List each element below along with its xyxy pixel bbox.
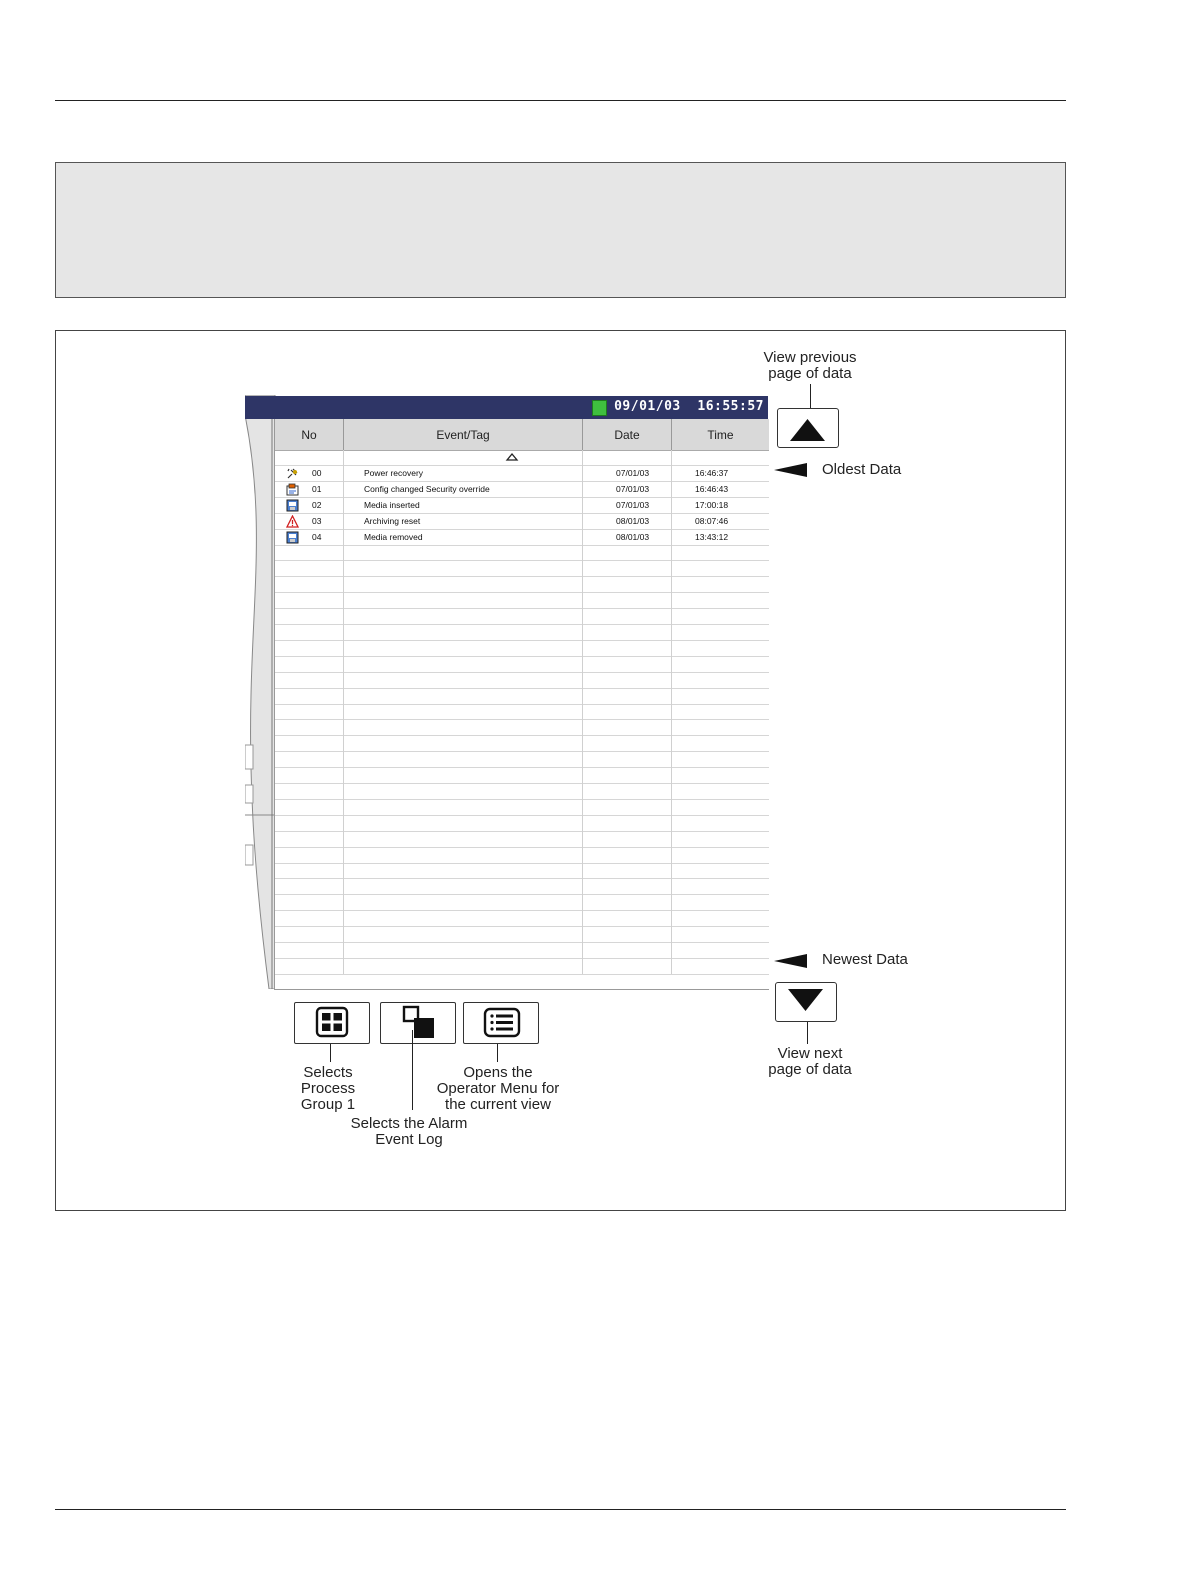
operator-menu-label-line2: Operator Menu for bbox=[436, 1080, 560, 1097]
grid-line bbox=[275, 704, 769, 705]
config-changed-icon bbox=[286, 483, 299, 496]
grid-line bbox=[275, 672, 769, 673]
col-header-no[interactable]: No bbox=[275, 419, 344, 450]
note-panel bbox=[55, 162, 1066, 298]
view-previous-label-line1: View previous bbox=[763, 349, 857, 366]
grid-line bbox=[275, 592, 769, 593]
grid-line bbox=[275, 624, 769, 625]
bottom-rule bbox=[55, 1509, 1066, 1510]
grid-line bbox=[275, 783, 769, 784]
process-group-label-line2: Process bbox=[300, 1080, 356, 1097]
scroll-up-marker-icon[interactable] bbox=[505, 452, 519, 462]
col-header-time[interactable]: Time bbox=[707, 428, 734, 442]
grid-line bbox=[275, 815, 769, 816]
process-group-icon bbox=[295, 1003, 368, 1042]
table-row[interactable] bbox=[275, 498, 769, 513]
grid-line bbox=[275, 719, 769, 720]
table-row[interactable] bbox=[275, 530, 769, 545]
grid-line bbox=[275, 735, 769, 736]
top-rule bbox=[55, 100, 1066, 101]
row-time: 08:07:46 bbox=[695, 516, 729, 526]
leader-line bbox=[497, 1044, 498, 1062]
page-up-button[interactable] bbox=[777, 408, 839, 448]
leader-line bbox=[810, 384, 811, 408]
row-event: Power recovery bbox=[364, 468, 424, 478]
row-no: 03 bbox=[312, 516, 322, 526]
view-previous-label-line2: page of data bbox=[768, 365, 852, 382]
view-next-label bbox=[745, 1046, 875, 1078]
grid-line bbox=[275, 910, 769, 911]
row-event: Media inserted bbox=[364, 500, 420, 510]
row-date: 07/01/03 bbox=[616, 468, 650, 478]
alarm-event-log-label-line1: Selects the Alarm bbox=[350, 1115, 468, 1132]
leader-line bbox=[412, 1030, 413, 1110]
view-previous-label bbox=[745, 350, 875, 382]
row-no: 02 bbox=[312, 500, 322, 510]
grid-line bbox=[275, 751, 769, 752]
grid-line bbox=[275, 656, 769, 657]
grid-line bbox=[275, 974, 769, 975]
grid-line bbox=[275, 799, 769, 800]
operator-menu-label-line1: Opens the bbox=[463, 1064, 533, 1081]
alarm-event-log-button[interactable] bbox=[380, 1002, 456, 1044]
row-no: 04 bbox=[312, 532, 322, 542]
process-group-label-line3: Group 1 bbox=[300, 1096, 356, 1113]
row-time: 13:43:12 bbox=[695, 532, 729, 542]
row-event: Media removed bbox=[364, 532, 423, 542]
screen-title-bar bbox=[245, 396, 768, 419]
grid-line bbox=[275, 688, 769, 689]
row-no: 01 bbox=[312, 484, 322, 494]
grid-line bbox=[275, 576, 769, 577]
leader-line bbox=[330, 1044, 331, 1062]
process-group-label bbox=[270, 1065, 386, 1113]
row-event: Archiving reset bbox=[364, 516, 421, 526]
grid-line bbox=[275, 863, 769, 864]
row-date: 07/01/03 bbox=[616, 484, 650, 494]
row-date: 07/01/03 bbox=[616, 500, 650, 510]
grid-line bbox=[275, 894, 769, 895]
row-time: 16:46:37 bbox=[695, 468, 729, 478]
table-row[interactable] bbox=[275, 514, 769, 529]
process-group-label-line1: Selects bbox=[303, 1064, 353, 1081]
media-icon bbox=[286, 499, 299, 512]
process-group-button[interactable] bbox=[294, 1002, 370, 1044]
oldest-data-pointer-icon bbox=[774, 463, 808, 477]
grid-line bbox=[275, 608, 769, 609]
view-next-label-line1: View next bbox=[777, 1045, 843, 1062]
grid-line bbox=[275, 847, 769, 848]
row-time: 17:00:18 bbox=[695, 500, 729, 510]
grid-line bbox=[275, 926, 769, 927]
row-date: 08/01/03 bbox=[616, 516, 650, 526]
operator-menu-icon bbox=[464, 1003, 537, 1042]
media-icon bbox=[286, 531, 299, 544]
col-header-event-tag[interactable]: Event/Tag bbox=[344, 419, 583, 450]
operator-menu-button[interactable] bbox=[463, 1002, 539, 1044]
operator-menu-label bbox=[425, 1065, 571, 1113]
oldest-data-label: Oldest Data bbox=[822, 461, 902, 478]
row-time: 16:46:43 bbox=[695, 484, 729, 494]
grid-line bbox=[275, 767, 769, 768]
power-recovery-icon bbox=[286, 467, 299, 480]
grid-line bbox=[275, 942, 769, 943]
grid-line bbox=[275, 878, 769, 879]
table-header bbox=[275, 419, 769, 451]
col-header-date[interactable]: Date bbox=[583, 419, 672, 450]
status-icon bbox=[592, 400, 607, 416]
page-down-button[interactable] bbox=[775, 982, 837, 1022]
alarm-event-log-icon bbox=[381, 1003, 454, 1042]
row-event: Config changed Security override bbox=[364, 484, 490, 494]
alarm-event-log-label-line2: Event Log bbox=[375, 1131, 443, 1148]
alarm-event-log-label bbox=[334, 1116, 484, 1148]
triangle-up-icon bbox=[778, 409, 837, 446]
newest-data-label: Newest Data bbox=[822, 951, 908, 968]
operator-menu-label-line3: the current view bbox=[445, 1096, 551, 1113]
triangle-down-icon bbox=[776, 983, 835, 1020]
warning-icon bbox=[286, 515, 299, 528]
screen-datetime: 09/01/03 16:55:57 bbox=[614, 399, 764, 414]
grid-line bbox=[275, 560, 769, 561]
table-row[interactable] bbox=[275, 466, 769, 481]
leader-line bbox=[807, 1022, 808, 1044]
row-date: 08/01/03 bbox=[616, 532, 650, 542]
newest-data-pointer-icon bbox=[774, 954, 808, 968]
row-no: 00 bbox=[312, 468, 322, 478]
table-row[interactable] bbox=[275, 482, 769, 497]
grid-line bbox=[275, 958, 769, 959]
grid-line bbox=[275, 640, 769, 641]
grid-line bbox=[275, 831, 769, 832]
event-log-table bbox=[274, 419, 769, 990]
view-next-label-line2: page of data bbox=[768, 1061, 852, 1078]
